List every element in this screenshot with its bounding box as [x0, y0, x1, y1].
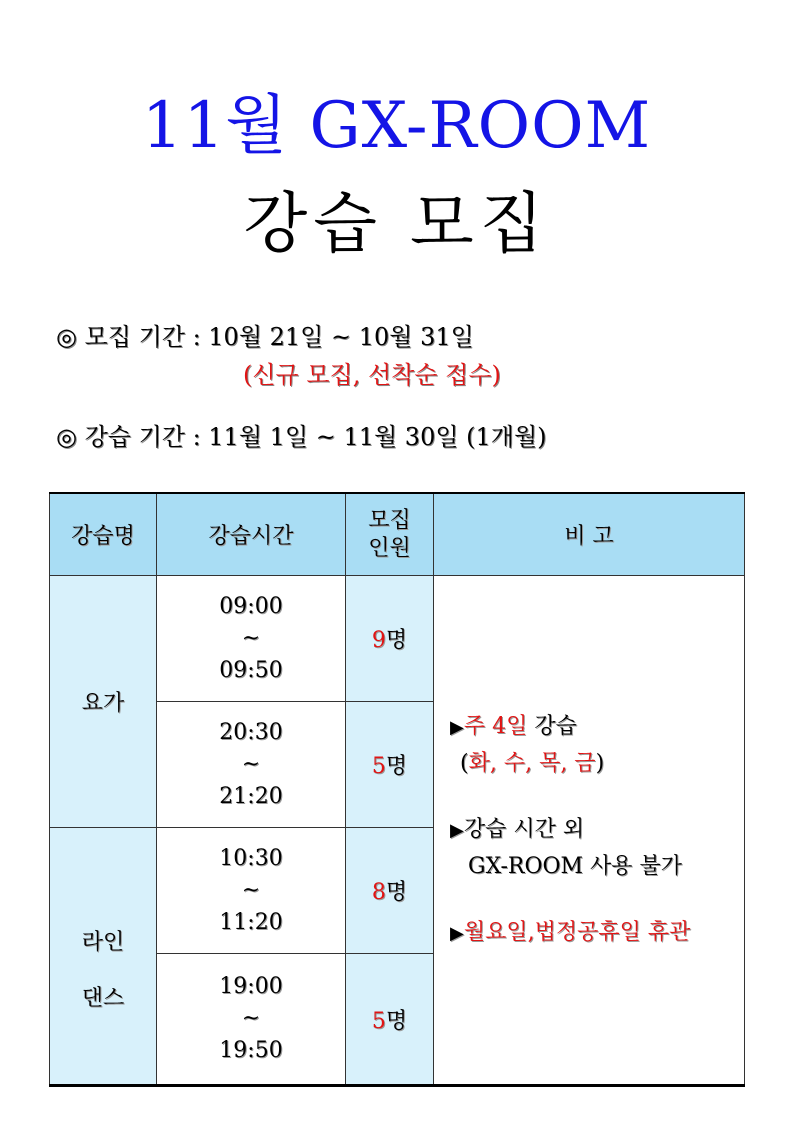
class-name-line-dance	[50, 828, 157, 1086]
count-number: 5	[371, 1008, 386, 1034]
lesson-period: ◎ 강습 기간 : 11월 1일 ~ 11월 30일 (1개월)	[56, 423, 547, 451]
time-end: 09:50	[219, 657, 283, 683]
note-days-rest: 강습	[527, 713, 577, 739]
time-end: 19:50	[219, 1038, 283, 1063]
note-closed-red: 월요일,법정공휴일 휴관	[463, 919, 691, 945]
time-slot	[157, 702, 346, 828]
time-start: 20:30	[219, 719, 283, 745]
time-slot	[157, 954, 346, 1086]
time-slot	[157, 576, 346, 702]
count-unit: 명	[385, 754, 408, 779]
time-sep: ~	[241, 877, 261, 903]
class-name-yoga: 요가	[50, 576, 157, 828]
title-month-room: 11월 GX-ROOM	[141, 89, 652, 163]
time-sep: ~	[241, 625, 261, 651]
header-count-line2: 인원	[368, 535, 411, 561]
count-number: 9	[371, 628, 386, 653]
header-count-line1: 모집	[368, 507, 411, 533]
paren-open: (	[460, 750, 469, 776]
note-days	[450, 709, 744, 746]
schedule-table	[49, 492, 745, 1087]
table-row	[50, 576, 745, 702]
header-class-time: 강습시간	[157, 493, 346, 576]
time-end: 11:20	[219, 909, 283, 935]
time-end: 21:20	[219, 783, 283, 809]
count-cell	[346, 954, 434, 1086]
recruit-note: (신규 모집, 선착순 접수)	[243, 361, 501, 389]
note-outside-hours	[450, 812, 744, 849]
class-name-line2: 댄스	[81, 986, 125, 1011]
class-name-line1: 라인	[81, 930, 125, 955]
time-start: 10:30	[219, 845, 283, 871]
count-unit: 명	[385, 628, 408, 653]
header-note: 비 고	[434, 493, 745, 576]
time-slot	[157, 828, 346, 954]
table-header-row	[50, 493, 745, 576]
note-outside-line2: GX-ROOM 사용 불가	[468, 853, 683, 879]
count-unit: 명	[385, 1008, 408, 1034]
count-cell	[346, 702, 434, 828]
count-unit: 명	[385, 880, 408, 905]
time-sep: ~	[241, 751, 261, 777]
time-start: 09:00	[219, 593, 283, 619]
bullet-icon: ▶	[450, 819, 464, 841]
header-class-name: 강습명	[50, 493, 157, 576]
note-outside-line1: 강습 시간 외	[463, 816, 585, 842]
note-weekdays	[450, 746, 744, 782]
count-number: 5	[371, 754, 386, 779]
count-number: 8	[371, 880, 386, 905]
time-start: 19:00	[219, 974, 283, 999]
count-cell	[346, 576, 434, 702]
bullet-icon: ▶	[450, 716, 464, 738]
note-weekdays-red: 화, 수, 목, 금	[468, 750, 596, 776]
note-days-red: 주 4일	[463, 713, 528, 739]
paren-close: )	[595, 750, 605, 776]
title-recruit: 강습 모집	[243, 185, 550, 262]
time-sep: ~	[241, 1006, 261, 1031]
notes-cell	[434, 576, 745, 1086]
bullet-icon: ▶	[450, 922, 464, 944]
header-count	[346, 493, 434, 576]
count-cell	[346, 828, 434, 954]
note-closed	[450, 915, 744, 952]
recruit-period: ◎ 모집 기간 : 10월 21일 ~ 10월 31일	[56, 323, 474, 351]
